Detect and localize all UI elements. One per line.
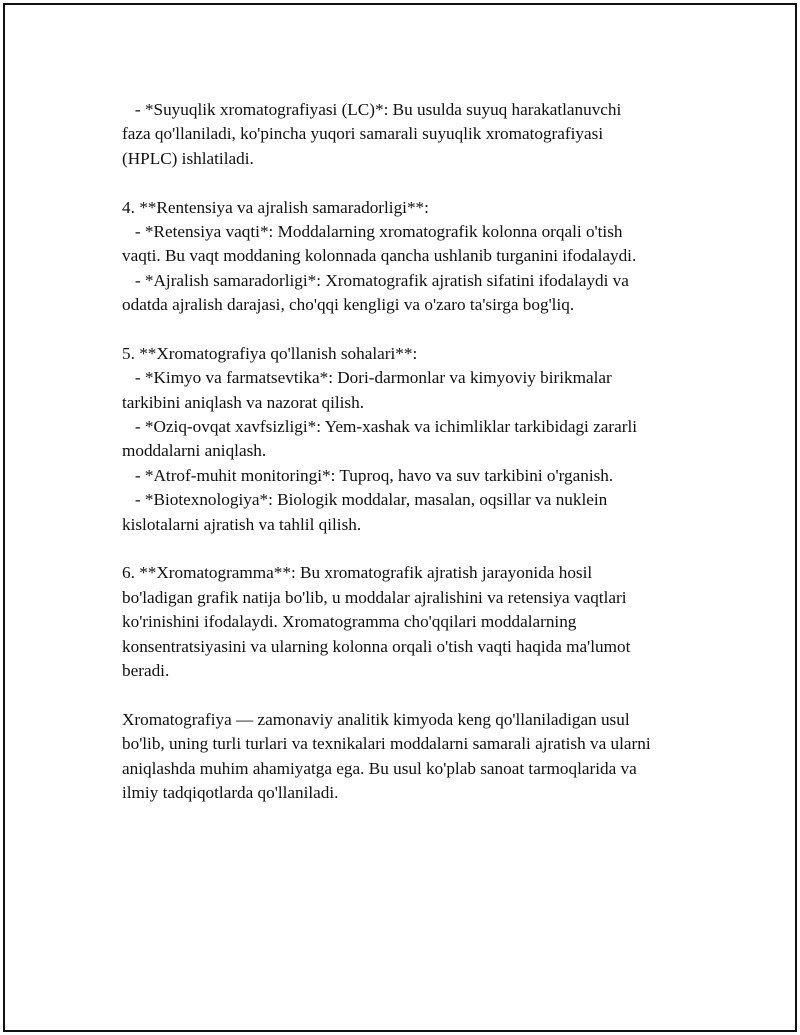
text-line: moddalarni aniqlash.: [122, 441, 267, 461]
text-line: - *Atrof-muhit monitoringi*: Tuproq, havo va suv tarkibini o'rganish.: [122, 465, 614, 485]
text-line: beradi.: [122, 660, 170, 680]
text-line: bo'ladigan grafik natija bo'lib, u moddalar ajralishini va retensiya vaqtlari: [122, 587, 627, 607]
text-line: - *Biotexnologiya*: Biologik moddalar, masalan, oqsillar va nuklein: [122, 490, 608, 510]
text-line: - *Ajralish samaradorligi*: Xromatografik ajratish sifatini ifodalaydi va: [122, 270, 629, 290]
paragraph-spacer: [122, 537, 702, 561]
text-line: ilmiy tadqiqotlarda qo'llaniladi.: [122, 782, 339, 802]
text-line: (HPLC) ishlatiladi.: [122, 148, 254, 168]
text-line: vaqti. Bu vaqt moddaning kolonnada qancha ushlanib turganini ifodalaydi.: [122, 246, 637, 266]
paragraph-spacer: [122, 318, 702, 342]
text-line: kislotalarni ajratish va tahlil qilish.: [122, 514, 362, 534]
text-line: aniqlashda muhim ahamiyatga ega. Bu usul ko'plab sanoat tarmoqlarida va: [122, 758, 637, 778]
section-applications: [122, 342, 702, 537]
text-line: konsentratsiyasini va ularning kolonna orqali o'tish vaqti haqida ma'lumot: [122, 636, 631, 656]
document-body: [122, 98, 702, 805]
text-line: tarkibini aniqlash va nazorat qilish.: [122, 392, 364, 412]
text-line: - *Retensiya vaqti*: Moddalarning xromatografik kolonna orqali o'tish: [122, 221, 623, 241]
section-chromatogram: [122, 561, 702, 683]
section-heading: 6. **Xromatogramma**: Bu xromatografik ajratish jarayonida hosil: [122, 563, 593, 583]
paragraph-spacer: [122, 171, 702, 195]
paragraph-lc-item: [122, 98, 702, 171]
text-line: faza qo'llaniladi, ko'pincha yuqori samarali suyuqlik xromatografiyasi: [122, 124, 604, 144]
paragraph-spacer: [122, 683, 702, 707]
section-heading: 5. **Xromatografiya qo'llanish sohalari**:: [122, 343, 418, 363]
section-retention: [122, 196, 702, 318]
text-line: - *Kimyo va farmatsevtika*: Dori-darmonlar va kimyoviy birikmalar: [122, 368, 612, 388]
text-line: - *Oziq-ovqat xavfsizligi*: Yem-xashak va ichimliklar tarkibidagi zararli: [122, 417, 638, 437]
text-line: ko'rinishini ifodalaydi. Xromatogramma cho'qqilari moddalarning: [122, 612, 577, 632]
document-page: [3, 3, 797, 1032]
text-line: - *Suyuqlik xromatografiyasi (LC)*: Bu usulda suyuq harakatlanuvchi: [122, 100, 622, 119]
text-line: bo'lib, uning turli turlari va texnikalari moddalarni samarali ajratish va ularni: [122, 734, 651, 754]
paragraph-conclusion: [122, 708, 702, 806]
text-line: odatda ajralish darajasi, cho'qqi kengligi va o'zaro ta'sirga bog'liq.: [122, 295, 575, 315]
section-heading: 4. **Rentensiya va ajralish samaradorligi**:: [122, 197, 429, 217]
text-line: Xromatografiya — zamonaviy analitik kimyoda keng qo'llaniladigan usul: [122, 709, 630, 729]
